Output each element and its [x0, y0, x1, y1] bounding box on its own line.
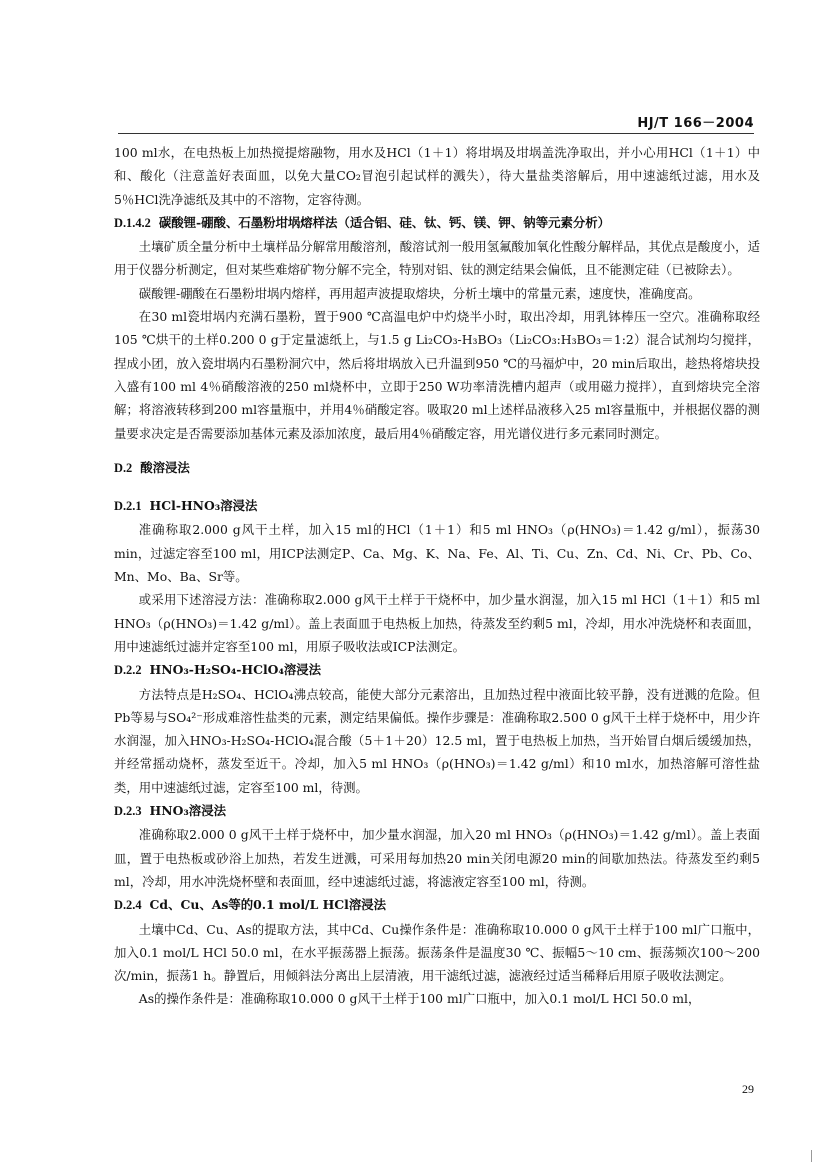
- paragraph-4: 在30 ml瓷坩埚内充满石墨粉，置于900 ℃高温电炉中灼烧半小时，取出冷却，用乳钵棒压一空穴。准确称取经105 ℃烘干的土样0.200 0 g于定量滤纸上，与1.5 g Li₂CO₃-H₃BO₃（Li₂CO₃:H₃BO₃＝1:2）混合试剂均匀搅拌，捏成小团，放入瓷坩埚内石墨粉洞穴中，然后将坩埚放入已升温到950 ℃的马福炉中，20 min后取出，趁热将熔块投入盛有100 ml 4％硝酸溶液的250 ml烧杯中，立即于250 W功率清洗槽内超声（或用磁力搅拌），直到熔块完全溶解；将溶液转移到200 ml容量瓶中，并用4％硝酸定容。吸取20 ml上述样品液移入25 ml容量瓶中，并根据仪器的测量要求决定是否需要添加基体元素及添加浓度，最后用4％硝酸定容，用光谱仪进行多元素同时测定。: [114, 309, 760, 441]
- heading-title: 碳酸锂-硼酸、石墨粉坩埚熔样法（适合铝、硅、钛、钙、镁、钾、钠等元素分析）: [158, 214, 611, 230]
- paragraph-6: 或采用下述溶浸方法：准确称取2.000 g风干土样于干烧杯中，加少量水润湿，加入15 ml HCl（1＋1）和5 ml HNO₃（ρ(HNO₃)＝1.42 g/ml）。盖上表面皿于电热板上加热，待蒸发至约剩5 ml，冷却，用水冲洗烧杯和表面皿，用中速滤纸过滤并定容至100 ml，用原子吸收法或ICP法测定。: [114, 592, 760, 654]
- paragraph-8: 准确称取2.000 0 g风干土样于烧杯中，加少量水润湿，加入20 ml HNO₃（ρ(HNO₃)＝1.42 g/ml）。盖上表面皿，置于电热板或砂浴上加热，若发生迸溅，可采用每加热20 min关闭电源20 min的间歇加热法。待蒸发至约剩5 ml，冷却，用水冲洗烧杯壁和表面皿，经中速滤纸过滤，将滤液定容至100 ml，待测。: [114, 827, 760, 889]
- paragraph-9: 土壤中Cd、Cu、As的提取方法，其中Cd、Cu操作条件是：准确称取10.000 0 g风干土样于100 ml广口瓶中，加入0.1 mol/L HCl 50.0 ml，在水平振荡器上振荡。振荡条件是温度30 ℃、振幅5～10 cm、振荡频次100～200次/min，振荡1 h。静置后，用倾斜法分离出上层清液，用干滤纸过滤，滤液经过适当稀释后用原子吸收法测定。: [114, 921, 760, 984]
- heading-d24: [114, 893, 760, 917]
- page-number: 29: [742, 1082, 754, 1096]
- header-rule: [118, 133, 754, 134]
- heading-d2: [114, 456, 760, 480]
- heading-number: D.1.4.2: [114, 215, 151, 230]
- heading-number: D.2.4: [114, 898, 142, 913]
- heading-title: HNO₃溶浸法: [149, 803, 226, 819]
- heading-number: D.2: [114, 460, 133, 475]
- paragraph-5: 准确称取2.000 g风干土样，加入15 ml的HCl（1＋1）和5 ml HNO₃（ρ(HNO₃)＝1.42 g/ml），振荡30 min，过滤定容至100 ml，用ICP法测定P、Ca、Mg、K、Na、Fe、Al、Ti、Cu、Zn、Cd、Ni、Cr、Pb、Co、Mn、Mo、Ba、Sr等。: [114, 522, 760, 585]
- standard-number: HJ/T 166－2004: [637, 116, 754, 131]
- heading-number: D.2.2: [114, 663, 142, 678]
- heading-number: D.2.3: [114, 804, 142, 819]
- paragraph-2: 土壤矿质全量分析中土壤样品分解常用酸溶剂，酸溶试剂一般用氢氟酸加氧化性酸分解样品，其优点是酸度小，适用于仪器分析测定，但对某些难熔矿物分解不完全，特别对铝、钛的测定结果会偏低，且不能测定硅（已被除去）。: [114, 239, 760, 278]
- heading-d21: [114, 494, 760, 518]
- heading-title: HCl-HNO₃溶浸法: [149, 498, 258, 514]
- heading-title: HNO₃-H₂SO₄-HClO₄溶浸法: [149, 662, 322, 678]
- heading-d22: [114, 658, 760, 682]
- heading-number: D.2.1: [114, 499, 142, 514]
- page-content: [114, 141, 760, 1011]
- scan-corner-mark: [811, 1150, 820, 1162]
- paragraph-1: 100 ml水，在电热板上加热搅提熔融物，用水及HCl（1＋1）将坩埚及坩埚盖洗净取出，并小心用HCl（1＋1）中和、酸化（注意盖好表面皿，以免大量CO₂冒泡引起试样的溅失），待大量盐类溶解后，用中速滤纸过滤，用水及5％HCl洗净滤纸及其中的不溶物，定容待测。: [114, 145, 760, 207]
- paragraph-7: 方法特点是H₂SO₄、HClO₄沸点较高，能使大部分元素溶出，且加热过程中液面比较平静，没有迸溅的危险。但Pb等易与SO₄²⁻形成难溶性盐类的元素，测定结果偏低。操作步骤是：准确称取2.500 0 g风干土样于烧杯中，用少许水润湿，加入HNO₃-H₂SO₄-HClO₄混合酸（5＋1＋20）12.5 ml，置于电热板上加热，当开始冒白烟后缓缓加热，并经常摇动烧杯，蒸发至近干。冷却，加入5 ml HNO₃（ρ(HNO₃)＝1.42 g/ml）和10 ml水，加热溶解可溶性盐类，用中速滤纸过滤，定容至100 ml，待测。: [114, 686, 760, 795]
- heading-title: Cd、Cu、As等的0.1 mol/L HCl溶浸法: [149, 897, 387, 913]
- heading-d23: [114, 799, 760, 823]
- heading-title: 酸溶浸法: [140, 459, 190, 475]
- paragraph-3: 碳酸锂-硼酸在石墨粉坩埚内熔样，再用超声波提取熔块，分析土壤中的常量元素，速度快，准确度高。: [138, 285, 701, 301]
- heading-d142: [114, 211, 760, 235]
- paragraph-10: As的操作条件是：准确称取10.000 0 g风干土样于100 ml广口瓶中，加入0.1 mol/L HCl 50.0 ml，: [138, 991, 701, 1007]
